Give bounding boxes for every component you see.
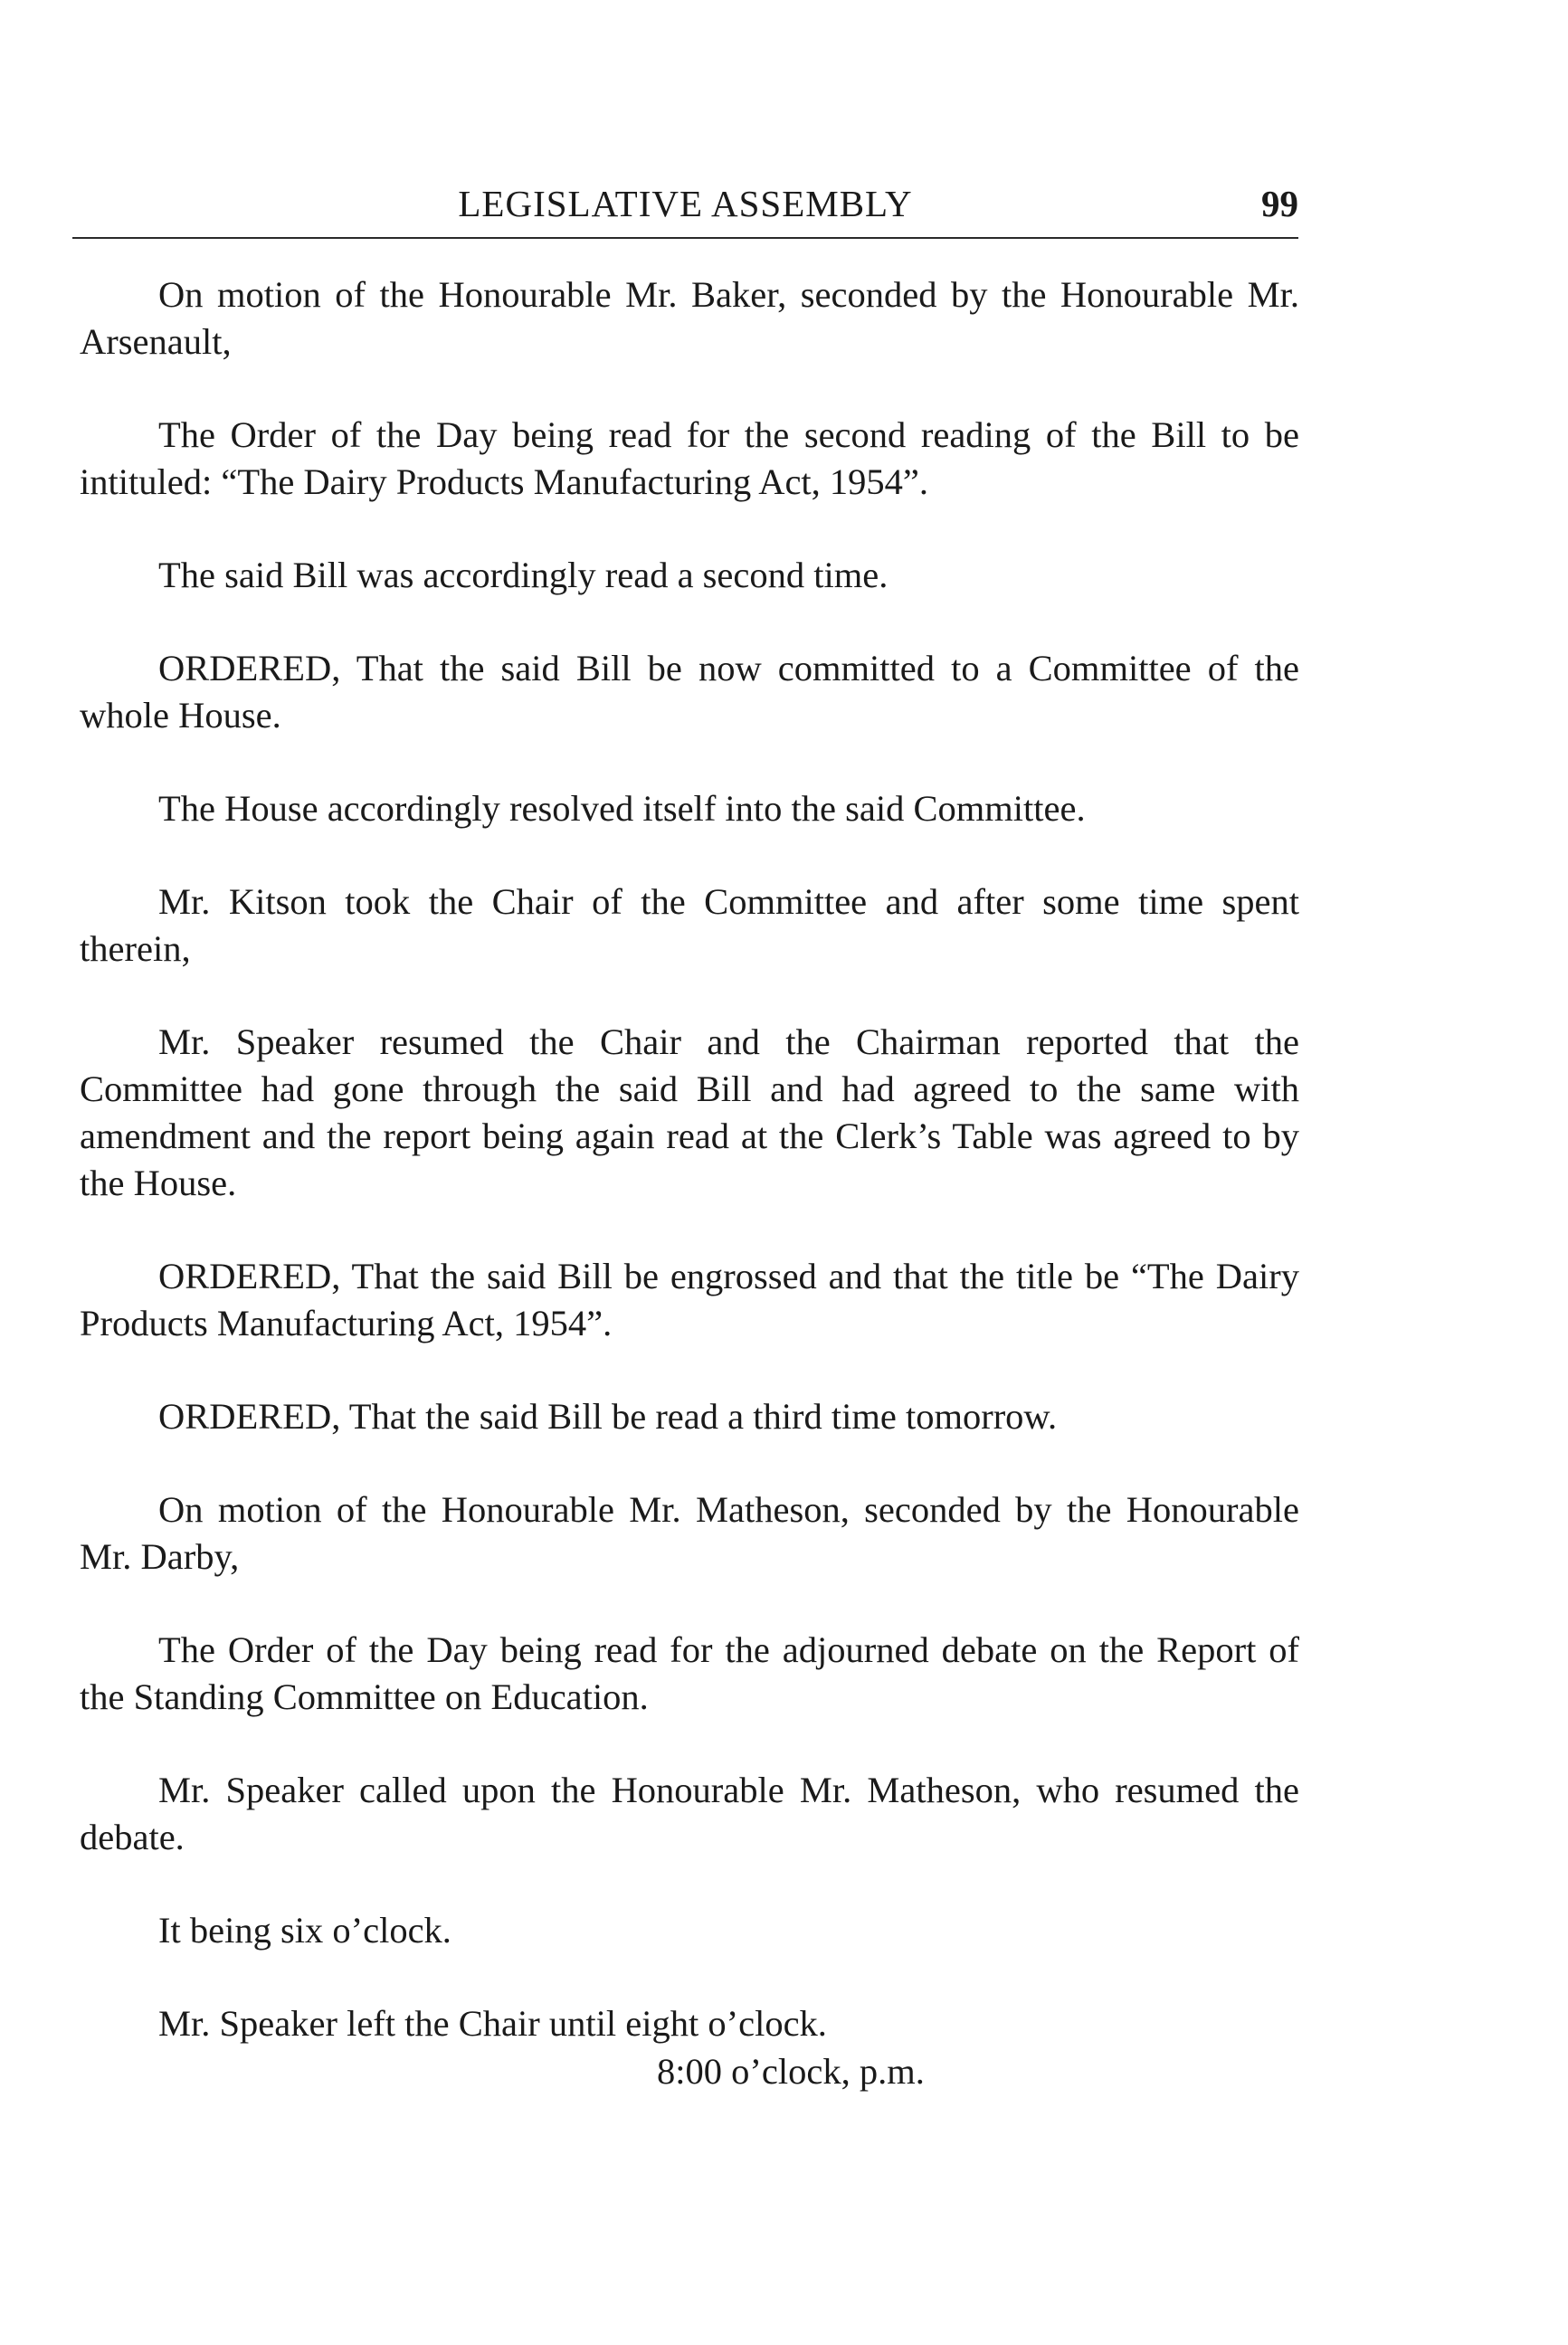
speaker-left-chair-paragraph: Mr. Speaker left the Chair until eight o’clock. [158,2003,827,2044]
header-rule [72,237,1298,239]
motion-matheson-paragraph: On motion of the Honourable Mr. Matheson, seconded by the Honourable Mr. Darby, [80,1489,1299,1577]
ordered-engrossed-paragraph: ORDERED, That the said Bill be engrossed and that the title be “The Dairy Products Manufacturing Act, 1954”. [80,1256,1299,1343]
page-number: 99 [1261,183,1298,224]
motion-baker-paragraph: On motion of the Honourable Mr. Baker, seconded by the Honourable Mr. Arsenault, [80,274,1299,362]
ordered-third-reading-paragraph: ORDERED, That the said Bill be read a third time tomorrow. [158,1396,1058,1437]
journal-entries [80,271,1299,2095]
ordered-committed-paragraph: ORDERED, That the said Bill be now committed to a Committee of the whole House. [80,648,1299,736]
adjourned-debate-paragraph: The Order of the Day being read for the adjourned debate on the Report of the Standing Committee on Education. [80,1629,1299,1717]
six-oclock-paragraph: It being six o’clock. [158,1910,451,1951]
bill-read-second-time-paragraph: The said Bill was accordingly read a second time. [158,555,889,595]
running-head: LEGISLATIVE ASSEMBLY [458,183,913,224]
order-second-reading-paragraph: The Order of the Day being read for the second reading of the Bill to be intituled: “The Dairy Products Manufacturing Act, 1954”. [80,414,1299,502]
page-header [72,176,1298,240]
evening-time-note: 8:00 o’clock, p.m. [657,2051,925,2092]
speaker-called-paragraph: Mr. Speaker called upon the Honourable Mr. Matheson, who resumed the debate. [80,1770,1299,1857]
kitson-chair-paragraph: Mr. Kitson took the Chair of the Committee and after some time spent therein, [80,881,1299,969]
speaker-resumed-paragraph: Mr. Speaker resumed the Chair and the Chairman reported that the Committee had gone through the said Bill and had agreed to the same with amendment and the report being again read at the Clerk’s Table was agreed to by the House. [80,1021,1299,1203]
house-resolved-paragraph: The House accordingly resolved itself into the said Committee. [158,788,1086,829]
